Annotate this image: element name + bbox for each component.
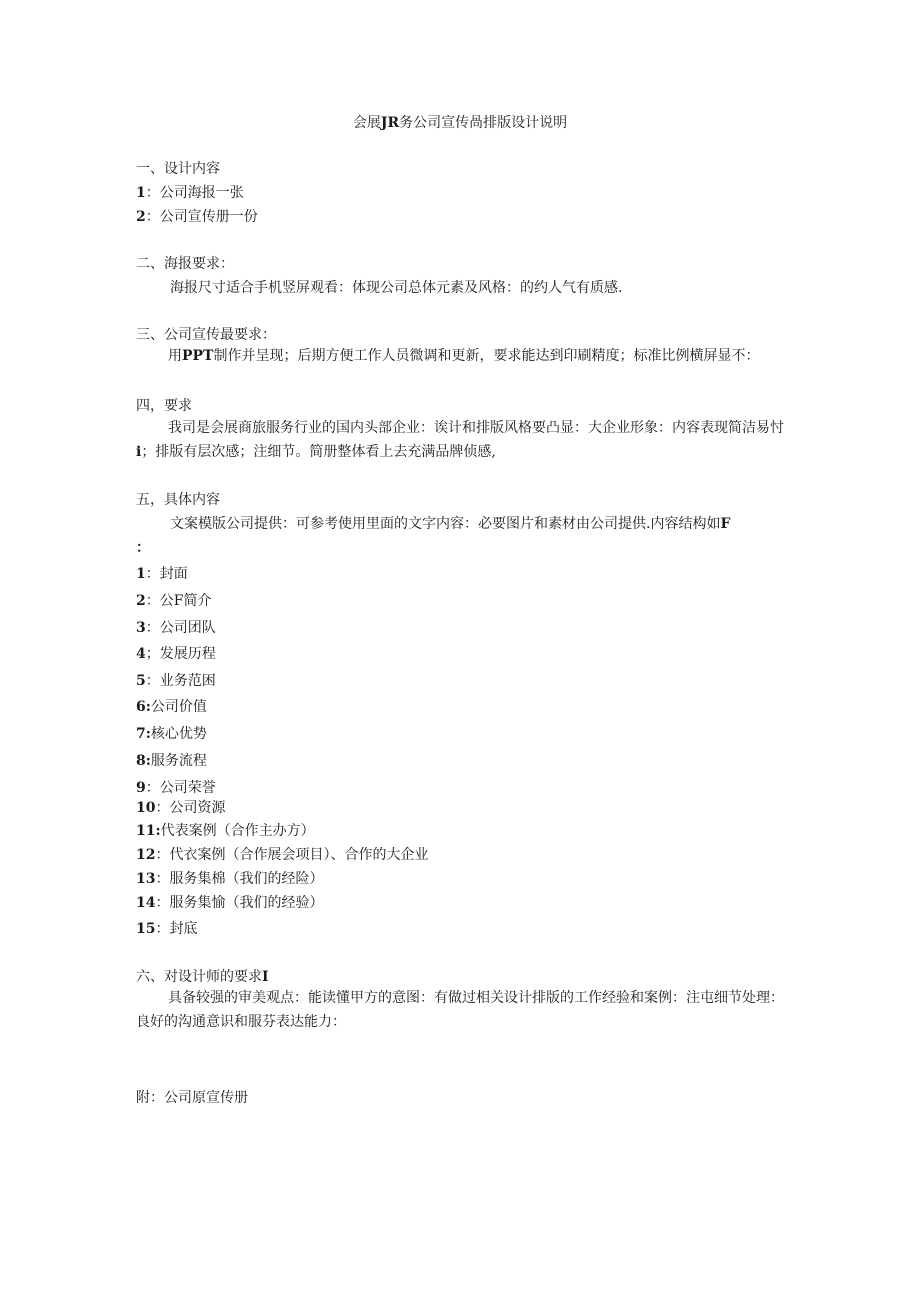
section-3-body: 用PPT制作并呈现；后期方便工作人员微调和更新，要求能达到印刷精度；标准比例横屏显不： [168, 348, 760, 364]
section-1-heading: 一、设计内容 [136, 161, 220, 177]
section-2-heading: 二、海报要求： [136, 256, 234, 272]
appendix-line: 附：公司原宣传册 [136, 1090, 248, 1106]
section-4-body: 我司是会展商旅服务行业的国内头部企业：诶计和排版风格要凸显：大企业形象：内容表现简洁易忖i；排版有层次感；注细节。简册整体看上去充满品牌侦感, [136, 420, 784, 460]
list-item: 9：公司荣誉 [136, 780, 216, 796]
document-title: 会展JR务公司宣传咼排版设计说明 [352, 115, 568, 131]
list-item: 2：公司宣传册一份 [136, 209, 258, 225]
list-item: 7:核心优势 [136, 726, 207, 742]
list-item: 1：封面 [136, 566, 188, 582]
list-item: 13：服务集棉（我们的经险） [136, 871, 324, 887]
list-item: 10：公司资源 [136, 800, 226, 816]
section-3-heading: 三、公司宣传最要求： [136, 327, 276, 343]
list-item: 8:服务流程 [136, 753, 207, 769]
list-item: 6:公司价值 [136, 699, 207, 715]
section-6-heading: 六、对设计师的要求I [136, 969, 269, 985]
list-item: 4；发展历程 [136, 646, 216, 662]
section-2-body: 海报尺寸适合手机竖屏观看：体现公司总体元素及风格：的约人气有质感. [170, 280, 623, 296]
list-item: 11:代表案例（合作主办方） [136, 823, 315, 839]
section-5-heading: 五，具体内容 [136, 492, 220, 508]
section-5-body-colon: ： [136, 540, 150, 556]
list-item: 15：封底 [136, 921, 198, 937]
list-item: 2：公F简介 [136, 593, 212, 609]
list-item: 5：业务范困 [136, 673, 216, 689]
list-item: 1：公司海报一张 [136, 185, 244, 201]
list-item: 3：公司团队 [136, 620, 216, 636]
section-6-body: 具备较强的审美观点：能读懂甲方的意图：有做过相关设计排版的工作经验和案例：注屯细节处理：良好的沟通意识和服芬表达能力： [136, 990, 784, 1030]
list-item: 14：服务集愉（我们的经验） [136, 895, 324, 911]
section-4-heading: 四，要求 [136, 398, 192, 414]
list-item: 12：代衣案例（合作展会项目）、合作的大企业 [136, 847, 429, 863]
section-5-body: 文案模版公司提供：可参考使用里面的文字内容：必要图片和素材由公司提供.内容结构如F [170, 516, 731, 532]
